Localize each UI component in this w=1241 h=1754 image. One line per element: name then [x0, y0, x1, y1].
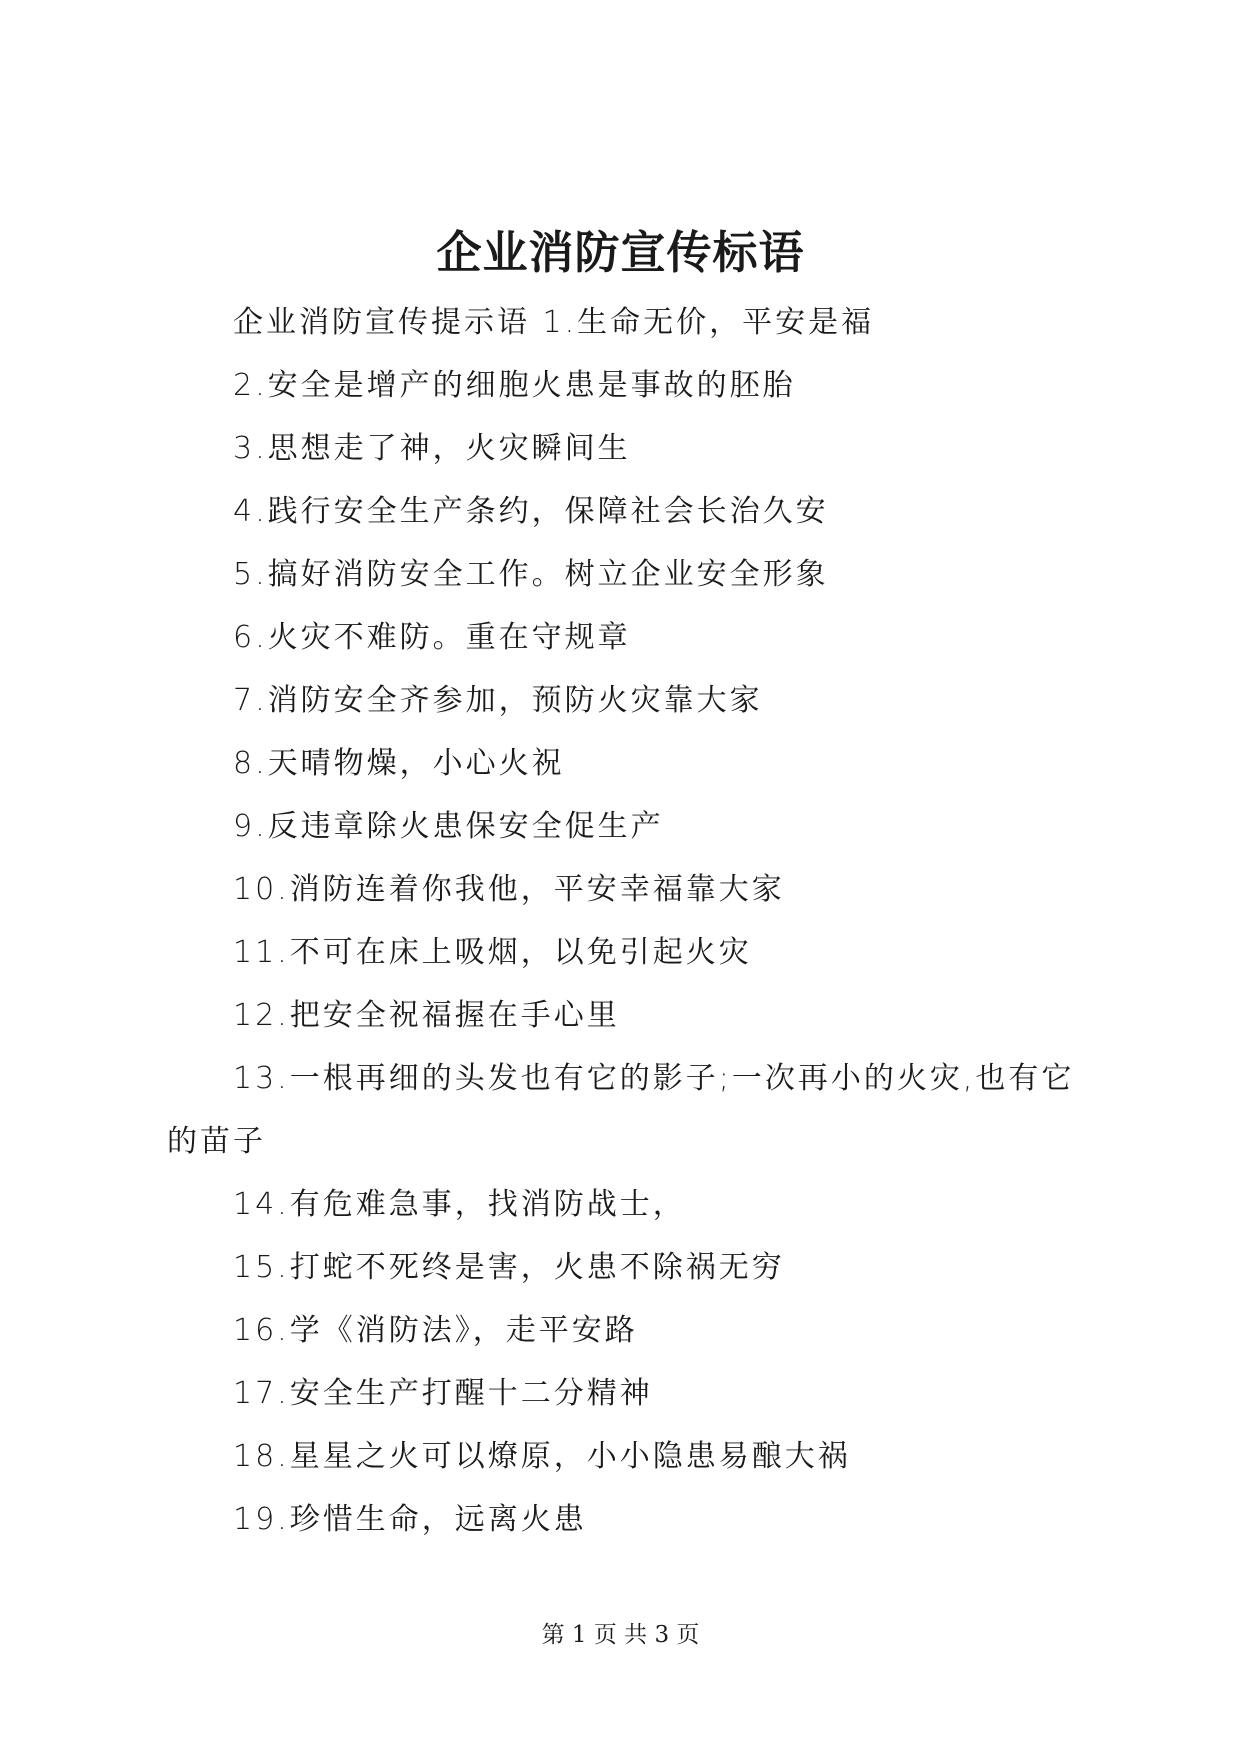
list-item: 18.星星之火可以燎原，小小隐患易酿大祸 [233, 1439, 851, 1474]
page-number: 第 1 页 共 3 页 [541, 1622, 700, 1648]
list-item: 13.一根再细的头发也有它的影子;一次再小的火灾,也有它 [233, 1061, 1075, 1096]
list-item: 15.打蛇不死终是害，火患不除祸无穷 [233, 1250, 785, 1285]
list-item: 企业消防宣传提示语 1.生命无价，平安是福 [233, 305, 875, 340]
slogan-list [167, 291, 1087, 1551]
list-item: 11.不可在床上吸烟，以免引起火灾 [233, 935, 752, 970]
list-item: 17.安全生产打醒十二分精神 [233, 1376, 653, 1411]
list-item: 3.思想走了神，火灾瞬间生 [233, 431, 631, 466]
list-item: 7.消防安全齐参加，预防火灾靠大家 [233, 683, 763, 718]
list-item: 19.珍惜生命，远离火患 [233, 1502, 587, 1537]
list-item: 5.搞好消防安全工作。树立企业安全形象 [233, 557, 829, 592]
list-item-continuation: 的苗子 [167, 1124, 266, 1159]
list-item: 6.火灾不难防。重在守规章 [233, 620, 631, 655]
list-item: 12.把安全祝福握在手心里 [233, 998, 620, 1033]
list-item: 2.安全是增产的细胞火患是事故的胚胎 [233, 368, 796, 403]
list-item: 8.天晴物燥，小心火祝 [233, 746, 565, 781]
list-item: 14.有危难急事，找消防战士， [233, 1187, 686, 1222]
page-title: 企业消防宣传标语 [436, 226, 805, 279]
list-item: 16.学《消防法》，走平安路 [233, 1313, 638, 1348]
list-item: 10.消防连着你我他，平安幸福靠大家 [233, 872, 785, 907]
list-item: 4.践行安全生产条约，保障社会长治久安 [233, 494, 829, 529]
list-item: 9.反违章除火患保安全促生产 [233, 809, 664, 844]
